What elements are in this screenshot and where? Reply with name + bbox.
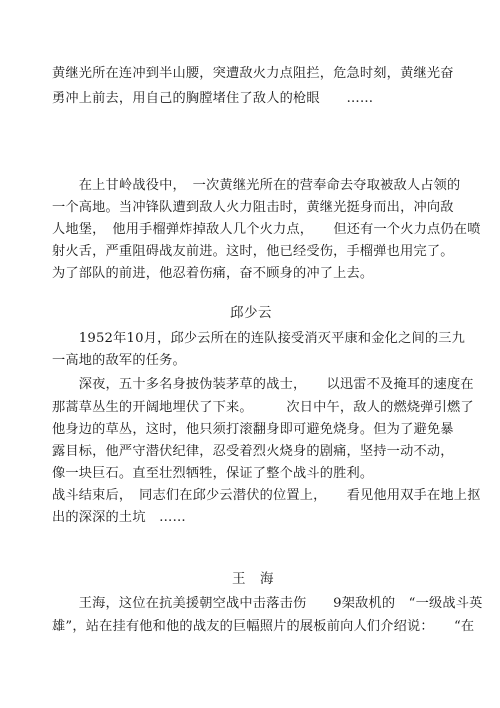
paragraph-line: 王海，这位在抗美援朝空战中击落击伤 9架敌机的 “一级战斗英 [52, 596, 483, 611]
section-heading: 邱少云 [230, 305, 272, 321]
paragraph-line: 战斗结束后， 同志们在邱少云潜伏的位置上， 看见他用双手在地上抠 [52, 488, 481, 503]
paragraph-line: 黄继光所在连冲到半山腰，突遭敌火力点阻拦，危急时刻，黄继光奋 [52, 66, 454, 81]
paragraph-line: 一个高地。当冲锋队遭到敌人火力阻击时，黄继光挺身而出，冲向敌 [52, 200, 454, 215]
paragraph-line: 为了部队的前进，他忍着伤痛，奋不顾身的冲了上去。 [52, 266, 374, 281]
paragraph-line: 像一块巨石。直至壮烈牺牲，保证了整个战斗的胜利。 [52, 466, 374, 481]
paragraph-line: 雄”，站在挂有他和他的战友的巨幅照片的展板前向人们介绍说： “在 [52, 619, 475, 634]
paragraph-line: 他身边的草丛，这时，他只须打滚翻身即可避免烧身。但为了避免暴 [52, 422, 454, 437]
paragraph-line: 露目标，他严守潜伏纪律，忍受着烈火烧身的剧痛，坚持一动不动， [52, 444, 454, 459]
paragraph-line: 那蒿草丛生的开阔地埋伏了下来。 次日中午，敌人的燃烧弹引燃了 [52, 400, 474, 415]
paragraph-line: 人地堡， 他用手榴弹炸掉敌人几个火力点， 但还有一个火力点仍在喷 [52, 222, 481, 237]
paragraph-line: 一高地的敌军的任务。 [52, 353, 186, 368]
paragraph-line: 射火舌，严重阻碍战友前进。这时，他已经受伤，手榴弹也用完了。 [52, 244, 454, 259]
paragraph-line: 出的深深的土坑 …… [52, 510, 186, 525]
paragraph-line: 深夜，五十多名身披伪装茅草的战士， 以迅雷不及掩耳的速度在 [52, 377, 474, 392]
paragraph-line: 在上甘岭战役中， 一次黄继光所在的营奉命去夺取被敌人占领的 [52, 178, 461, 193]
paragraph-line: 勇冲上前去，用自己的胸膛堵住了敌人的枪眼 …… [52, 91, 374, 106]
paragraph-line: 1952年10月，邱少云所在的连队接受消灭平康和金化之间的三九 [52, 331, 466, 346]
section-heading: 王 海 [232, 571, 274, 587]
